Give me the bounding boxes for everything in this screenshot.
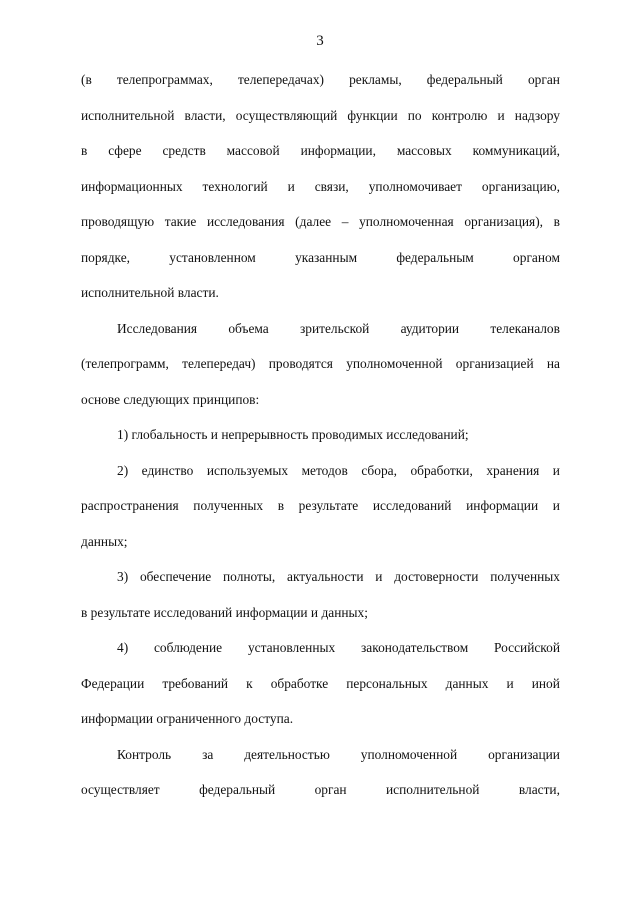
- word: телепрограммах,: [116, 72, 213, 87]
- line-text: информации ограниченного доступа.: [81, 711, 294, 726]
- word: аудитории: [400, 320, 460, 336]
- text-line: [81, 390, 560, 426]
- word: федеральный: [199, 782, 276, 797]
- word: в: [277, 498, 285, 513]
- word: федеральный: [426, 72, 503, 87]
- word: деятельностью: [244, 746, 330, 762]
- word: телеканалов: [490, 320, 560, 336]
- word: информационных: [81, 178, 183, 194]
- text-line: [81, 461, 560, 497]
- word: уполномоченной: [360, 746, 458, 762]
- word: организацию,: [481, 178, 560, 194]
- word: исследований: [372, 498, 452, 513]
- word: федеральным: [396, 249, 474, 265]
- word: 4): [117, 640, 129, 655]
- word: сфере: [108, 143, 142, 158]
- word: информации,: [300, 143, 376, 158]
- word: иной: [531, 675, 560, 691]
- text-line: [81, 212, 560, 248]
- text-line: [81, 709, 560, 745]
- word: хранения: [486, 462, 540, 478]
- word: установленном: [169, 249, 256, 265]
- text-line: [81, 674, 560, 710]
- text-line: [81, 354, 560, 390]
- word: и: [506, 675, 514, 691]
- word: требований: [162, 675, 229, 691]
- word: телепередачах): [237, 72, 324, 87]
- word: методов: [301, 462, 348, 478]
- line-text: 3) обеспечение полноты, актуальности и достоверности полученных: [117, 569, 560, 584]
- word: связи,: [314, 178, 349, 194]
- word: порядке,: [81, 249, 130, 265]
- text-line: [81, 70, 560, 106]
- text-line: [81, 106, 560, 142]
- word: уполномочивает: [368, 178, 462, 194]
- word: власти,: [518, 782, 560, 797]
- word: организации: [488, 746, 560, 762]
- word: орган: [314, 782, 347, 797]
- word: массовой: [226, 143, 280, 158]
- word: результате: [298, 498, 359, 513]
- word: Контроль: [117, 746, 172, 762]
- text-line: [81, 745, 560, 781]
- line-text: проводящую такие исследования (далее – уполномоченная организация), в: [81, 214, 560, 229]
- word: (в: [81, 72, 92, 87]
- line-text: данных;: [81, 533, 128, 549]
- word: и: [287, 178, 295, 194]
- line-text: 1) глобальность и непрерывность проводимых исследований;: [117, 427, 469, 442]
- word: данных: [445, 675, 489, 691]
- line-text: исполнительной власти, осуществляющий функции по контролю и надзору: [81, 107, 560, 123]
- text-line: [81, 638, 560, 674]
- word: коммуникаций,: [472, 143, 560, 158]
- text-line: [81, 496, 560, 532]
- text-line: [81, 780, 560, 816]
- word: орган: [527, 72, 560, 87]
- word: Исследования: [117, 320, 198, 336]
- document-body: [81, 70, 560, 816]
- text-line: [81, 283, 560, 319]
- text-line: [81, 603, 560, 639]
- word: указанным: [295, 249, 358, 265]
- word: единство: [141, 462, 194, 478]
- text-line: [81, 248, 560, 284]
- word: полученных: [193, 498, 264, 513]
- word: зрительской: [299, 320, 370, 336]
- text-line: [81, 177, 560, 213]
- word: соблюдение: [153, 640, 223, 655]
- word: объема: [228, 320, 269, 336]
- word: массовых: [396, 143, 452, 158]
- word: к: [246, 675, 253, 691]
- text-line: [81, 532, 560, 568]
- word: используемых: [206, 462, 289, 478]
- word: обработки,: [410, 462, 473, 478]
- word: Федерации: [81, 675, 145, 691]
- word: в: [81, 143, 88, 158]
- word: рекламы,: [349, 72, 402, 87]
- line-text: в результате исследований информации и данных;: [81, 604, 368, 620]
- text-line: [81, 567, 560, 603]
- line-text: исполнительной власти.: [81, 285, 219, 300]
- word: органом: [513, 249, 560, 265]
- word: и: [552, 462, 560, 478]
- word: средств: [162, 143, 206, 158]
- word: 2): [117, 462, 129, 478]
- word: сбора,: [361, 462, 397, 478]
- word: законодательством: [361, 640, 469, 655]
- word: технологий: [202, 178, 268, 194]
- line-text: (телепрограмм, телепередач) проводятся уполномоченной организацией на: [81, 356, 560, 371]
- word: установленных: [247, 640, 336, 655]
- text-line: [81, 425, 560, 461]
- line-text: основе следующих принципов:: [81, 391, 260, 407]
- word: персональных: [346, 675, 428, 691]
- word: распространения: [81, 498, 179, 513]
- text-line: [81, 141, 560, 177]
- word: информации: [466, 498, 539, 513]
- page-number: 3: [316, 33, 324, 49]
- word: осуществляет: [81, 782, 160, 797]
- word: и: [552, 498, 560, 513]
- word: Российской: [494, 640, 560, 655]
- word: обработке: [270, 675, 329, 691]
- word: за: [202, 746, 214, 762]
- word: исполнительной: [386, 782, 480, 797]
- text-line: [81, 319, 560, 355]
